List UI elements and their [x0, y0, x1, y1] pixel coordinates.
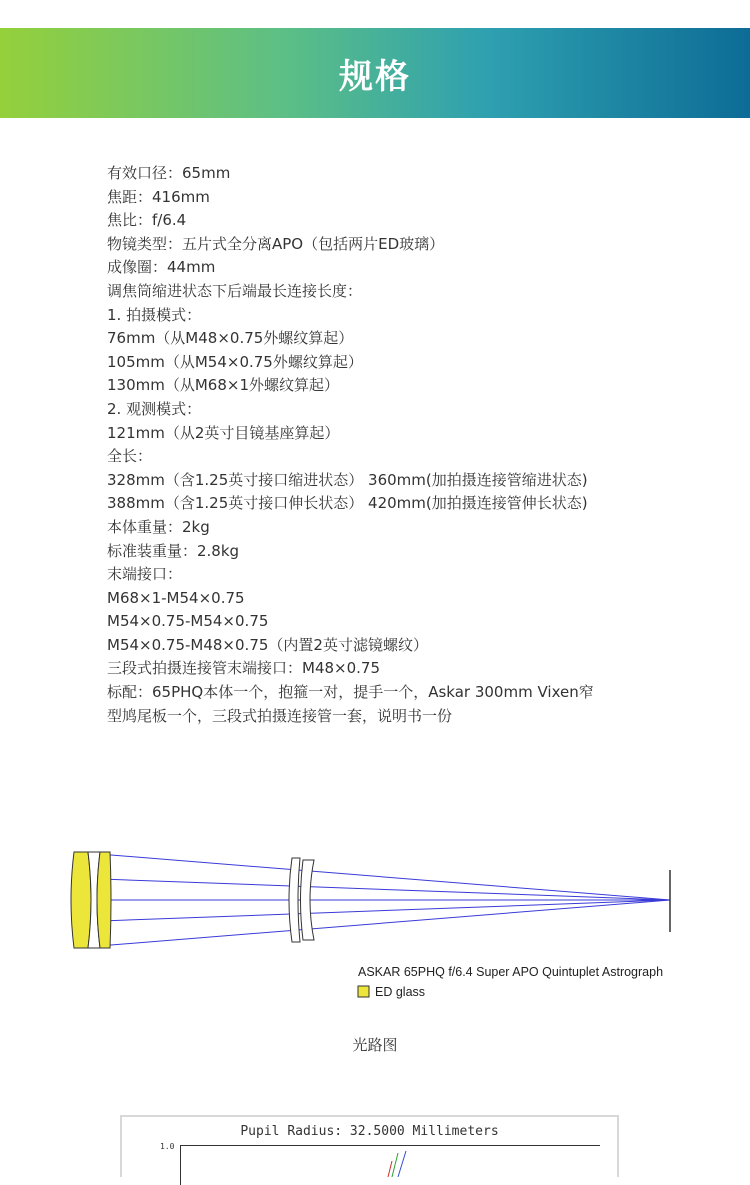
spec-line: 388mm（含1.25英寸接口伸长状态） 420mm(加拍摄连接管伸长状态) [107, 494, 588, 513]
spec-line: 328mm（含1.25英寸接口缩进状态） 360mm(加拍摄连接管缩进状态) [107, 470, 588, 489]
ray-line [74, 900, 670, 922]
ed-lens-third [97, 852, 111, 948]
spec-line: M54×0.75-M48×0.75（内置2英寸滤镜螺纹） [107, 635, 428, 654]
spec-line: 焦比：f/6.4 [107, 211, 187, 230]
spec-list [107, 162, 707, 728]
spec-line: M54×0.75-M54×0.75 [107, 612, 269, 631]
spec-line: 末端接口： [107, 565, 183, 584]
spec-line: 成像圈：44mm [107, 258, 216, 277]
spec-line: 105mm（从M54×0.75外螺纹算起） [107, 352, 363, 371]
banner-title: 规格 [339, 56, 411, 97]
spec-line: 标准装重量：2.8kg [107, 541, 240, 560]
ed-lens-front [71, 852, 91, 948]
spec-line: 2. 观测模式： [107, 399, 202, 418]
header-banner [0, 28, 750, 118]
spec-line: 76mm（从M48×0.75外螺纹算起） [107, 329, 354, 348]
plot-curves [122, 1117, 617, 1177]
ray-line [74, 900, 670, 948]
spec-line: 标配：65PHQ本体一个，抱箍一对，提手一个，Askar 300mm Vixen窄 [107, 683, 594, 702]
diagram-caption: 光路图 [352, 1036, 398, 1054]
spec-line: M68×1-M54×0.75 [107, 588, 245, 607]
plot-title: Pupil Radius: 32.5000 Millimeters [240, 1124, 499, 1139]
spec-line: 有效口径：65mm [107, 164, 231, 182]
spec-line: 本体重量：2kg [107, 517, 210, 536]
ray-line [74, 878, 670, 900]
ed-legend-label: ED glass [375, 985, 426, 999]
diagram-title: ASKAR 65PHQ f/6.4 Super APO Quintuplet Astrograph [358, 965, 664, 979]
spec-line: 1. 拍摄模式： [107, 305, 202, 324]
ray-fan-plot [120, 1115, 619, 1177]
spec-line: 121mm（从2英寸目镜基座算起） [107, 423, 340, 442]
ed-legend-swatch [358, 986, 369, 997]
optical-path-diagram [60, 840, 690, 1010]
lens-element-4 [289, 858, 300, 942]
light-rays [74, 852, 670, 948]
spec-line: 130mm（从M68×1外螺纹算起） [107, 376, 339, 395]
ray-line [74, 852, 670, 900]
spec-line: 调焦筒缩进状态下后端最长连接长度： [107, 281, 363, 300]
spec-line: 型鸠尾板一个，三段式拍摄连接管一套，说明书一份 [107, 706, 453, 725]
spec-line: 物镜类型：五片式全分离APO（包括两片ED玻璃） [107, 234, 445, 253]
spec-line: 三段式拍摄连接管末端接口：M48×0.75 [107, 659, 380, 678]
spec-line: 焦距：416mm [107, 187, 210, 206]
plot-y-tick: 1.0 [160, 1142, 175, 1151]
spec-line: 全长： [107, 447, 153, 466]
